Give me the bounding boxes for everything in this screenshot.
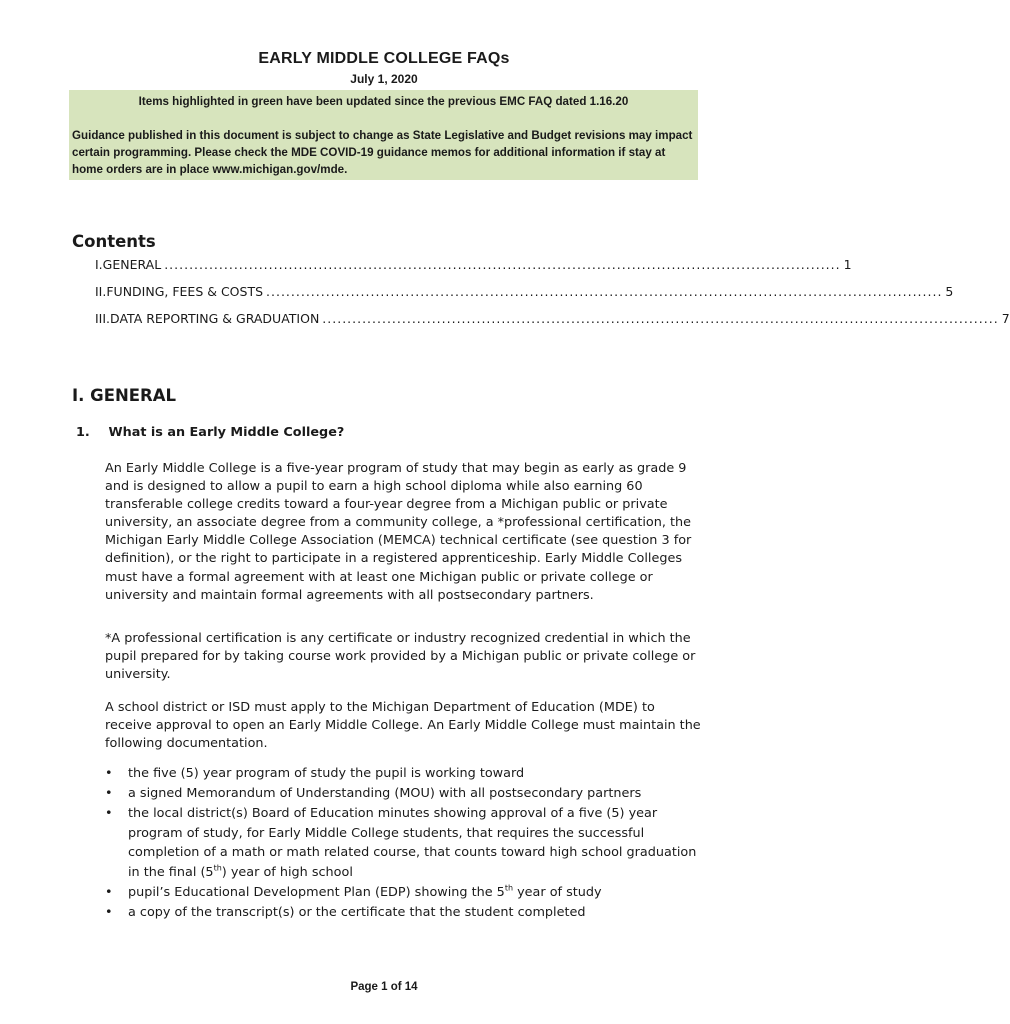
toc-label: GENERAL	[102, 257, 162, 272]
toc-page: 1	[843, 257, 852, 272]
list-item	[105, 784, 705, 804]
page-number: Page 1 of 14	[350, 981, 418, 993]
answer-paragraph-1: An Early Middle College is a five-year program of study that may begin as early as grade 9 and is designed to allow a pupil to earn a high school diploma while also earning 60 transferable college credits toward a four-year degree from a Michigan public or private university, an associate degree from a community college, a *professional certification, the Michigan Early Middle College Association (MEMCA) technical certificate (see question 3 for definition), or the right to participate in a registered apprenticeship. Early Middle Colleges must have a formal agreement with at least one Michigan public or private college or university and maintain formal agreements with all postsecondary partners.	[105, 461, 692, 603]
question-heading	[76, 425, 344, 440]
toc-page: 5	[945, 284, 954, 299]
list-item	[105, 804, 705, 882]
toc-leader: ........................................................................................................................................	[322, 311, 999, 326]
toc-page: 7	[1001, 311, 1010, 326]
toc-leader: ........................................................................................................................................	[266, 284, 943, 299]
document-date: July 1, 2020	[350, 72, 418, 86]
toc-label: FUNDING, FEES & COSTS	[106, 284, 264, 299]
question-number: 1.	[76, 425, 90, 440]
toc-number: I.	[95, 257, 103, 272]
documentation-list	[105, 764, 705, 923]
toc-number: II.	[95, 284, 107, 299]
question-text: What is an Early Middle College?	[108, 425, 345, 440]
bullet-icon: •	[105, 786, 113, 801]
toc-leader: ........................................................................................................................................	[164, 257, 841, 272]
notice-guidance-text: Guidance published in this document is subject to change as State Legislative and Budget revisions may impact certain programming. Please check the MDE COVID-19 guidance memos for additional information if stay at home orders are in place www.michigan.gov/mde.	[72, 129, 693, 176]
list-item	[105, 903, 705, 923]
contents-heading: Contents	[72, 232, 156, 251]
toc-item-general[interactable]	[95, 257, 852, 272]
answer-paragraph-3: A school district or ISD must apply to the Michigan Department of Education (MDE) to receive approval to open an Early Middle College. An Early Middle College must maintain the following documentation.	[105, 700, 701, 752]
list-item-text: pupil’s Educational Development Plan (EDP) showing the 5	[128, 884, 505, 900]
toc-label: DATA REPORTING & GRADUATION	[110, 311, 320, 326]
list-item-text: a signed Memorandum of Understanding (MOU) with all postsecondary partners	[128, 786, 642, 801]
bullet-icon: •	[105, 884, 113, 900]
superscript: th	[213, 863, 222, 873]
list-item-text: the five (5) year program of study the pupil is working toward	[128, 766, 525, 781]
list-item	[105, 764, 705, 784]
answer-paragraph-2: *A professional certification is any certificate or industry recognized credential in which the pupil prepared for by taking course work provided by a Michigan public or private college or university.	[105, 631, 696, 683]
list-item-text: year of study	[513, 884, 602, 900]
document-title: EARLY MIDDLE COLLEGE FAQs	[258, 50, 510, 67]
superscript: th	[504, 883, 514, 893]
update-notice	[69, 90, 698, 180]
list-item-text: ) year of high school	[221, 864, 353, 880]
section-heading: I. GENERAL	[72, 386, 177, 405]
bullet-icon: •	[105, 766, 113, 781]
bullet-icon: •	[105, 904, 113, 920]
toc-item-data-reporting[interactable]	[95, 311, 1010, 326]
toc-item-funding[interactable]	[95, 284, 954, 299]
notice-updated-line: Items highlighted in green have been updated since the previous EMC FAQ dated 1.16.20	[138, 95, 629, 108]
bullet-icon: •	[105, 806, 113, 821]
list-item-text: the local district(s) Board of Education minutes showing approval of a five (5) year program of study, for Early Middle College students, that requires the successful completion of a math or math related course, that counts toward high school graduation in the final (5	[128, 806, 697, 880]
list-item-text: a copy of the transcript(s) or the certificate that the student completed	[128, 904, 586, 920]
list-item	[105, 883, 705, 903]
toc-number: III.	[95, 311, 111, 326]
